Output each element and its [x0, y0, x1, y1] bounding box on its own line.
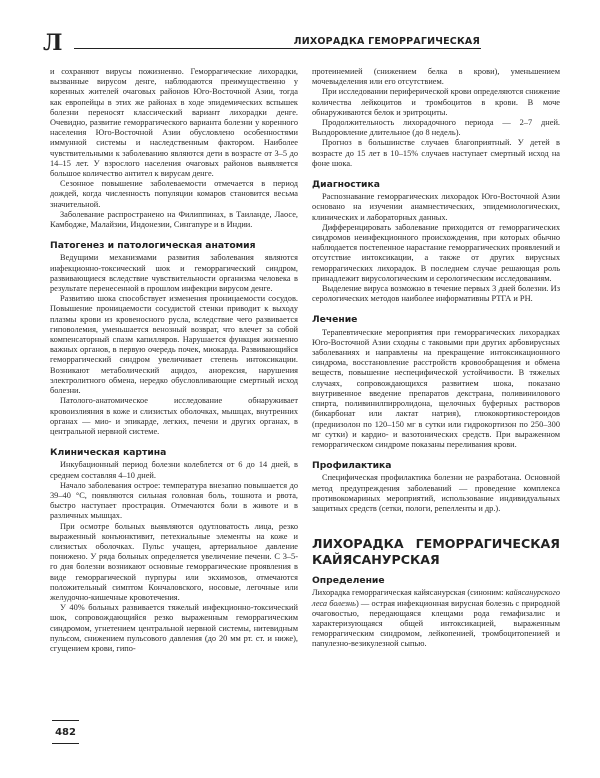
section-letter: Л [43, 30, 63, 56]
paragraph: Патолого-анатомическое исследование обнаруживает кровоизлияния в коже и слизистых оболочках, мышцах, внутренних органах — мио- и эпикарде, легких, печени и других органах, в центральной нервной системе. [50, 396, 298, 436]
header-rule [74, 48, 481, 49]
paragraph: Начало заболевания острое: температура внезапно повышается до 39–40 °С, появляются сильная головная боль, тошнота и рвота, быстро наступает прострация. Отмечаются боли в животе и в различных мышцах. [50, 480, 298, 521]
definition-start: Лихорадка геморрагическая кайясанурская (синоним: [312, 588, 506, 598]
article-title: ЛИХОРАДКА ГЕМОРРАГИЧЕСКАЯ КАЙЯСАНУРСКАЯ [312, 536, 560, 568]
page-number: 482 [52, 720, 79, 744]
definition-rest: ) — острая инфекционная вирусная болезнь с природной очаговостью, передающаяся клещами рода гемафизалис и характеризующаяся общей интоксикацией, выраженным геморрагическим синдромом, лейкопенией, тромбоцитопенией и папулезно-везикулезной сыпью. [312, 598, 560, 649]
paragraph: Развитию шока способствует изменения проницаемости сосудов. Повышение проницаемости сосудистой стенки приводит к выходу плазмы крови из кровеносного русла, вследствие чего развивается гиповолемия, уменьшается венозный возврат, что влечет за собой компенсаторный спазм капилляров. Нарушается функция жизненно важных органов, в первую очередь почек, миокарда. Развивающийся геморрагический синдром увеличивает степень интоксикации. Возникают метаболический ацидоз, анорексия, нарушения электролитного обмена, нередко обусловливающие смертный исход болезни. [50, 294, 298, 396]
paragraph: При осмотре больных выявляются одутловатость лица, резко выраженный конъюнктивит, петехиальные элементы на коже и слизистых оболочках. Пульс учащен, артериальное давление понижено. У ряда больных определяется увеличение печени. С 3–5-го дня болезни возникают основные геморрагические проявления в виде геморрагической пурпуры или экхимозов, отмечаются положительный симптом Кончаловского, носовые, легочные или желудочно-кишечные кровотечения. [50, 521, 298, 602]
section-heading-pathogenesis: Патогенез и патологическая анатомия [50, 240, 256, 252]
paragraph: Дифференцировать заболевание приходится от геморрагических синдромов неинфекционного происхождения, при которых обычно наблюдается постепенное нарастание геморрагических проявлений и отсутствие интоксикации, а также от других вирусных геморрагических лихорадок. В последнем случае решающая роль принадлежит вирусологическим и серологическим исследованиям. [312, 222, 560, 283]
paragraph: Продолжительность лихорадочного периода — 2–7 дней. Выздоровление длительное (до 8 недель). [312, 118, 560, 138]
definition-paragraph [312, 588, 560, 649]
section-heading-diagnostics: Диагностика [312, 179, 380, 191]
paragraph: Прогноз в большинстве случаев благоприятный. У детей в возрасте до 15 лет в 10–15% случаев наступает смертный исход на фоне шока. [312, 138, 560, 168]
paragraph: При исследовании периферической крови определяются снижение количества лейкоцитов и тромбоцитов в крови. В моче обнаруживаются белок и эритроциты. [312, 87, 560, 117]
section-heading-treatment: Лечение [312, 314, 358, 326]
left-column [50, 67, 298, 654]
section-heading-definition: Определение [312, 575, 385, 587]
paragraph: Ведущими механизмами развития заболевания являются инфекционно-токсический шок и геморрагический синдром, развивающиеся вследствие чувствительности организма человека в результате перенесенной в прошлом инфекции вирусом денге. [50, 253, 298, 294]
definition-synonym: кайясанурского леса болезнь [312, 588, 560, 608]
paragraph: Терапевтические мероприятия при геморрагических лихорадках Юго-Восточной Азии сходны с таковыми при других арбовирусных заболеваниях и направлены на прекращение интоксикационного синдрома, восстановление расстройств кровообращения и обмена веществ, повышение неспецифической устойчивости. В тяжелых случаях, сопровождающихся развитием шока, показано внутривенное введение препаратов декстрана, поливинилового спирта, поливинилпирролидона, щелочных буферных растворов (бикарбонат или лактат натрия), глюкокортикостероидов (преднизолон по 120–150 мг в сутки или гидрокортизон по 250–300 мг сутки) и кардио- и вазотонических средств. При выраженном геморрагическом синдроме показаны переливания крови. [312, 327, 560, 449]
paragraph: и сохраняют вирусы пожизненно. Геморрагические лихорадки, вызванные вирусом денге, наблюдаются преимущественно у коренных жителей очаговых районов Юго-Восточной Азии, тогда как европейцы в этих же районах в ходе эпидемических вспышек болезни переносят классический вариант лихорадки денге. Очевидно, развитие геморрагического варианта болезни у коренного населения Юго-Восточной Азии обусловлено особенностями иммунной системы и наследственным фактором. Наиболее чувствительными к заболеванию являются дети в возрасте от 3–5 до 14–15 лет. У взрослого населения очаговых районов выявляется большое количество антител к вирусам денге. [50, 67, 298, 179]
running-head: ЛИХОРАДКА ГЕМОРРАГИЧЕСКАЯ [293, 36, 480, 47]
paragraph: Специфическая профилактика болезни не разработана. Основной метод предупреждения заболеваний — проведение комплекса противокомариных мероприятий, использование индивидуальных защитных средств (сетки, пологи, репелленты и др.). [312, 473, 560, 513]
paragraph: Инкубационный период болезни колеблется от 6 до 14 дней, в среднем составляя 4–10 дней. [50, 460, 298, 480]
paragraph: Распознавание геморрагических лихорадок Юго-Восточной Азии основано на изучении анамнестических, эпидемиологических, клинических и лабораторных данных. [312, 192, 560, 222]
section-heading-prophylaxis: Профилактика [312, 460, 392, 472]
paragraph: протеинемией (снижением белка в крови), уменьшением мочевыделения или его отсутствием. [312, 67, 560, 87]
paragraph: Заболевание распространено на Филиппинах, в Таиланде, Лаосе, Камбодже, Малайзии, Индонезии, Сингапуре и в Индии. [50, 209, 298, 230]
section-heading-clinical: Клиническая картина [50, 447, 167, 459]
paragraph: Выделение вируса возможно в течение первых 3 дней болезни. Из серологических методов наиболее информативны РТГА и РН. [312, 284, 560, 304]
paragraph: У 40% больных развивается тяжелый инфекционно-токсический шок, сопровождающийся резко выраженным геморрагическим синдромом, угнетением центральной нервной системы, нитевидным пульсом, снижением пульсового давления (до 20 мм рт. ст. и ниже), сгущением крови, гипо- [50, 603, 298, 653]
right-column [312, 67, 560, 650]
paragraph: Сезонное повышение заболеваемости отмечается в период дождей, когда численность популяции комаров становится весьма значительной. [50, 179, 298, 209]
